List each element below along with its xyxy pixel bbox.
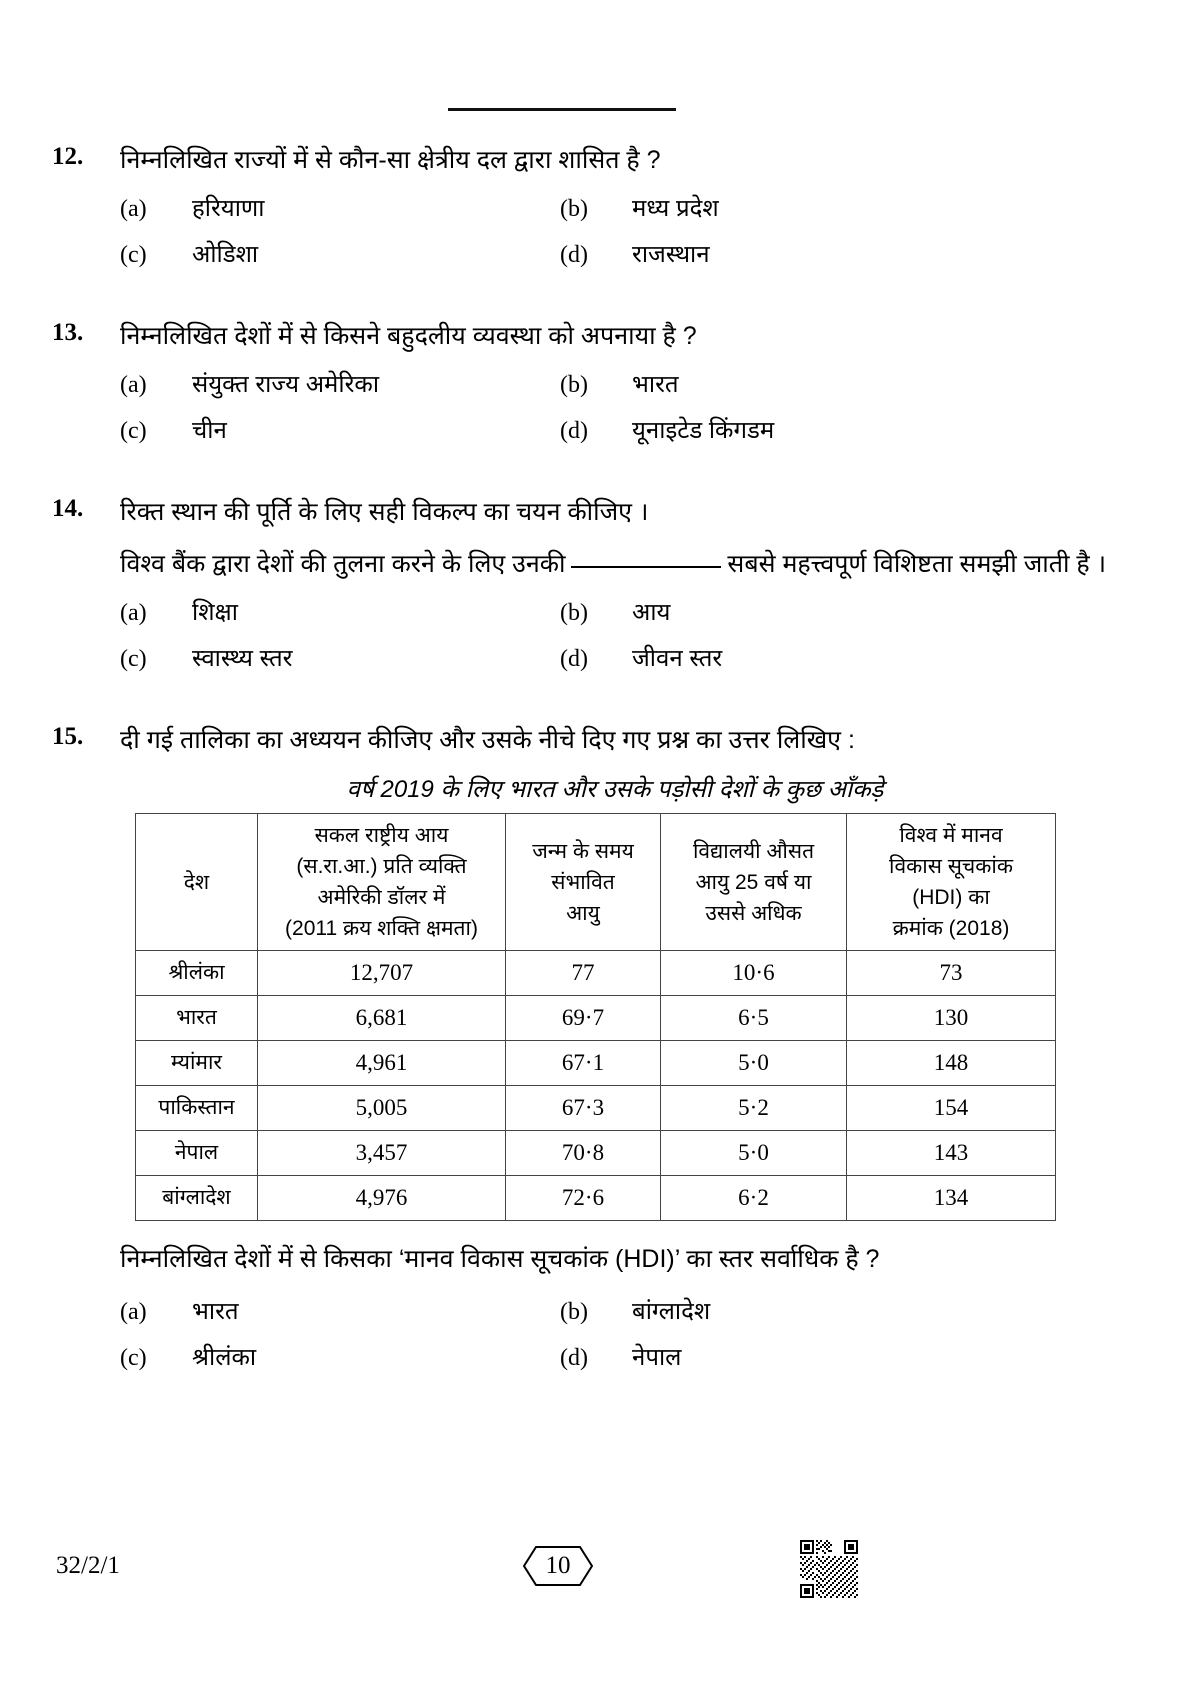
- question-14-text: रिक्त स्थान की पूर्ति के लिए सही विकल्प का चयन कीजिए ।: [120, 498, 649, 526]
- column-header-schooling: [661, 814, 847, 951]
- option-label: (d): [560, 418, 588, 444]
- option-label: (c): [120, 1345, 147, 1371]
- option-text: चीन: [192, 417, 227, 444]
- question-15-options: [0, 1293, 1190, 1377]
- cell-hdi-rank: 148: [847, 1041, 1056, 1086]
- qr-code-icon: [800, 1540, 858, 1598]
- option-15-d[interactable]: [560, 1339, 1190, 1377]
- table-row: [136, 996, 1056, 1041]
- option-14-c[interactable]: [120, 640, 560, 678]
- cell-country: भारत: [136, 996, 258, 1041]
- option-text: भारत: [632, 371, 679, 398]
- option-row: [120, 412, 1130, 450]
- option-row: [120, 236, 1130, 274]
- table-container: [0, 813, 1190, 1221]
- option-12-a[interactable]: [120, 190, 560, 228]
- question-14-number: 14.: [52, 495, 84, 522]
- option-label: (c): [120, 418, 147, 444]
- cell-life-expectancy: 72·6: [506, 1176, 661, 1221]
- option-label: (c): [120, 242, 147, 268]
- question-12-text: निम्नलिखित राज्यों में से कौन-सा क्षेत्रीय दल द्वारा शासित है ?: [120, 146, 661, 174]
- cell-country: पाकिस्तान: [136, 1086, 258, 1131]
- header-line: विद्यालयी औसत: [692, 839, 815, 863]
- table-row: [136, 1041, 1056, 1086]
- header-line: (HDI) का: [912, 886, 990, 909]
- option-label: (b): [560, 1299, 588, 1325]
- option-row: [120, 1293, 1190, 1331]
- question-15-text: दी गई तालिका का अध्ययन कीजिए और उसके नीचे दिए गए प्रश्न का उत्तर लिखिए :: [120, 726, 855, 754]
- cell-schooling: 6·5: [661, 996, 847, 1041]
- header-line: आयु: [566, 901, 600, 925]
- option-label: (a): [120, 1299, 147, 1325]
- header-line: उससे अधिक: [705, 901, 802, 925]
- option-text: आय: [632, 599, 671, 626]
- option-text: बांग्लादेश: [632, 1298, 711, 1325]
- header-rule: [448, 108, 676, 111]
- option-14-a[interactable]: [120, 594, 560, 632]
- option-14-b[interactable]: [560, 594, 1130, 632]
- table-row: [136, 1131, 1056, 1176]
- option-text: हरियाणा: [192, 195, 265, 222]
- question-12-number: 12.: [52, 143, 84, 170]
- header-line: जन्म के समय: [532, 839, 634, 863]
- question-14-options: [52, 594, 1130, 678]
- paper-code: 32/2/1: [56, 1552, 120, 1579]
- header-line: संभावित: [551, 870, 615, 894]
- statement-after-blank: सबसे महत्त्वपूर्ण विशिष्टता समझी जाती है ।: [727, 550, 1107, 578]
- option-15-a[interactable]: [120, 1293, 560, 1331]
- question-15-followup: निम्नलिखित देशों में से किसका ‘मानव विकास सूचकांक (HDI)’ का स्तर सर्वाधिक है ?: [120, 1245, 880, 1273]
- cell-schooling: 6·2: [661, 1176, 847, 1221]
- question-13-text: निम्नलिखित देशों में से किसने बहुदलीय व्यवस्था को अपनाया है ?: [120, 322, 697, 350]
- option-text: नेपाल: [632, 1344, 682, 1371]
- header-line: (2011 क्रय शक्ति क्षमता): [285, 917, 478, 940]
- option-row: [120, 594, 1130, 632]
- cell-gni: 3,457: [258, 1131, 506, 1176]
- cell-life-expectancy: 67·3: [506, 1086, 661, 1131]
- option-text: संयुक्त राज्य अमेरिका: [192, 371, 380, 398]
- option-row: [120, 366, 1130, 404]
- option-14-d[interactable]: [560, 640, 1130, 678]
- option-text: शिक्षा: [192, 599, 238, 626]
- option-row: [120, 640, 1130, 678]
- statement-before-blank: विश्व बैंक द्वारा देशों की तुलना करने के लिए उनकी: [120, 550, 566, 578]
- cell-schooling: 10·6: [661, 951, 847, 996]
- country-indicators-table: [135, 813, 1056, 1221]
- column-header-country: [136, 814, 258, 951]
- cell-gni: 5,005: [258, 1086, 506, 1131]
- option-row: [120, 190, 1130, 228]
- option-label: (c): [120, 646, 147, 672]
- option-label: (a): [120, 600, 147, 626]
- option-text: ओडिशा: [192, 241, 259, 268]
- cell-hdi-rank: 143: [847, 1131, 1056, 1176]
- table-header-row: [136, 814, 1056, 951]
- header-line: आयु 25 वर्ष या: [695, 870, 812, 894]
- cell-country: बांग्लादेश: [136, 1176, 258, 1221]
- question-13-options: [52, 366, 1130, 450]
- option-label: (b): [560, 372, 588, 398]
- option-text: राजस्थान: [632, 241, 710, 268]
- question-14: [0, 492, 1190, 678]
- cell-hdi-rank: 73: [847, 951, 1056, 996]
- option-15-c[interactable]: [120, 1339, 560, 1377]
- option-row: [120, 1339, 1190, 1377]
- option-12-d[interactable]: [560, 236, 1130, 274]
- table-row: [136, 1086, 1056, 1131]
- spacer: [0, 686, 1190, 720]
- option-15-b[interactable]: [560, 1293, 1190, 1331]
- page-content: [0, 140, 1190, 1385]
- option-label: (d): [560, 242, 588, 268]
- option-text: यूनाइटेड किंगडम: [632, 417, 775, 444]
- cell-gni: 12,707: [258, 951, 506, 996]
- cell-hdi-rank: 130: [847, 996, 1056, 1041]
- page-number-badge: [510, 1544, 606, 1588]
- question-13-number: 13.: [52, 319, 84, 346]
- cell-life-expectancy: 70·8: [506, 1131, 661, 1176]
- option-label: (b): [560, 600, 588, 626]
- page-number: 10: [545, 1552, 571, 1579]
- option-label: (b): [560, 196, 588, 222]
- header-line: अमेरिकी डॉलर में: [317, 886, 446, 909]
- header-line: क्रमांक (2018): [892, 917, 1010, 940]
- option-13-b[interactable]: [560, 366, 1130, 404]
- cell-schooling: 5·2: [661, 1086, 847, 1131]
- cell-schooling: 5·0: [661, 1131, 847, 1176]
- option-text: मध्य प्रदेश: [632, 195, 719, 222]
- header-line: विकास सूचकांक: [889, 855, 1013, 878]
- cell-gni: 4,961: [258, 1041, 506, 1086]
- header-line: देश: [183, 870, 210, 894]
- question-12: [0, 140, 1190, 274]
- header-line: सकल राष्ट्रीय आय: [314, 824, 449, 847]
- option-text: जीवन स्तर: [632, 645, 723, 672]
- cell-country: म्यांमार: [136, 1041, 258, 1086]
- header-line: विश्व में मानव: [899, 824, 1003, 847]
- cell-schooling: 5·0: [661, 1041, 847, 1086]
- cell-life-expectancy: 69·7: [506, 996, 661, 1041]
- option-label: (d): [560, 646, 588, 672]
- question-14-statement: [120, 544, 1130, 584]
- table-row: [136, 951, 1056, 996]
- spacer: [0, 282, 1190, 316]
- option-text: स्वास्थ्य स्तर: [192, 645, 293, 672]
- cell-country: श्रीलंका: [136, 951, 258, 996]
- option-12-b[interactable]: [560, 190, 1130, 228]
- table-caption: वर्ष 2019 के लिए भारत और उसके पड़ोसी देशों के कुछ आँकड़े: [346, 776, 884, 803]
- fill-blank-line[interactable]: [571, 566, 721, 568]
- option-12-c[interactable]: [120, 236, 560, 274]
- page-footer: [0, 1540, 1190, 1620]
- cell-hdi-rank: 134: [847, 1176, 1056, 1221]
- table-row: [136, 1176, 1056, 1221]
- question-12-options: [52, 190, 1130, 274]
- option-label: (a): [120, 372, 147, 398]
- option-13-c[interactable]: [120, 412, 560, 450]
- option-label: (d): [560, 1345, 588, 1371]
- column-header-hdi-rank: [847, 814, 1056, 951]
- question-13: [0, 316, 1190, 450]
- option-label: (a): [120, 196, 147, 222]
- cell-life-expectancy: 77: [506, 951, 661, 996]
- option-text: श्रीलंका: [192, 1344, 257, 1371]
- header-line: (स.रा.आ.) प्रति व्यक्ति: [296, 855, 467, 878]
- question-15-number: 15.: [52, 723, 84, 750]
- option-text: भारत: [192, 1298, 239, 1325]
- cell-hdi-rank: 154: [847, 1086, 1056, 1131]
- spacer: [0, 458, 1190, 492]
- cell-country: नेपाल: [136, 1131, 258, 1176]
- option-13-d[interactable]: [560, 412, 1130, 450]
- question-15: [0, 720, 1190, 760]
- option-13-a[interactable]: [120, 366, 560, 404]
- column-header-gni: [258, 814, 506, 951]
- cell-gni: 4,976: [258, 1176, 506, 1221]
- cell-gni: 6,681: [258, 996, 506, 1041]
- cell-life-expectancy: 67·1: [506, 1041, 661, 1086]
- column-header-life-expectancy: [506, 814, 661, 951]
